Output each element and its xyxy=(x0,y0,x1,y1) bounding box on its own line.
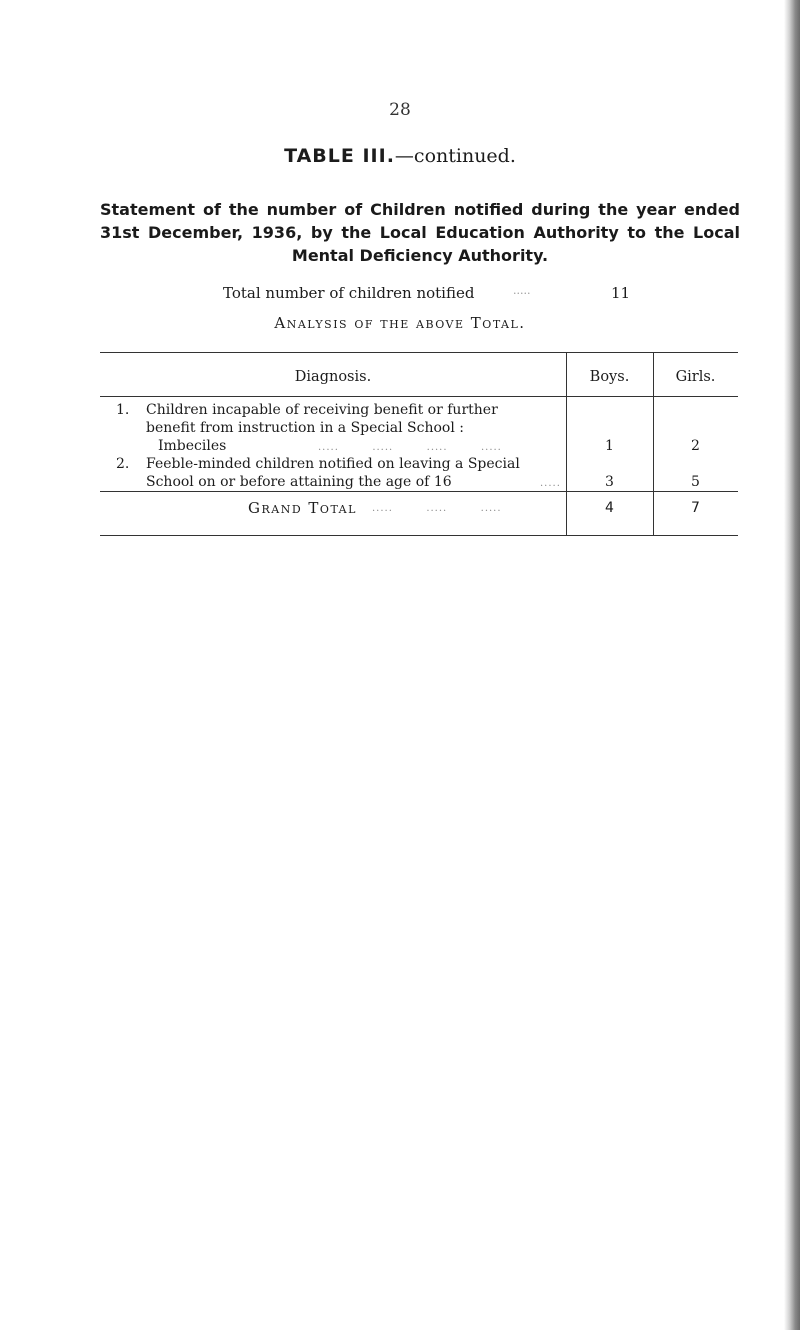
grand-total-girls: 7 xyxy=(691,500,700,516)
row-2-girls: 5 xyxy=(691,474,700,490)
row-1-boys: 1 xyxy=(605,438,614,454)
total-notified-label: Total number of children notified xyxy=(223,284,475,302)
page-edge-shadow xyxy=(784,0,800,1330)
header-divider xyxy=(100,396,738,397)
row-1-text-line-1: Children incapable of receiving benefit or further xyxy=(146,402,498,418)
leader-dots: ..... ..... ..... ..... xyxy=(318,442,502,453)
diagnosis-table xyxy=(100,352,738,536)
total-notified-row xyxy=(223,284,631,302)
leader-dots: ..... ..... ..... xyxy=(372,503,502,514)
row-2-number: 2. xyxy=(116,456,130,472)
total-divider xyxy=(100,491,738,492)
header-girls: Girls. xyxy=(675,369,716,385)
statement-paragraph xyxy=(100,198,740,267)
statement-line-2: 31st December, 1936, by the Local Education Authority to the Local xyxy=(100,223,740,242)
header-diagnosis: Diagnosis. xyxy=(294,369,372,385)
row-1-girls: 2 xyxy=(691,438,700,454)
header-boys: Boys. xyxy=(589,369,630,385)
table-title-continued: —continued. xyxy=(394,145,516,167)
analysis-heading: Analysis of the above Total. xyxy=(274,314,526,332)
leader-dots: ..... xyxy=(513,284,531,297)
row-1-text-line-3: Imbeciles xyxy=(158,438,227,454)
table-title xyxy=(0,145,800,167)
row-2-text-line-1: Feeble-minded children notified on leaving a Special xyxy=(146,456,520,472)
row-2-text-line-2: School on or before attaining the age of 16 xyxy=(146,474,452,490)
table-title-bold: TABLE III. xyxy=(284,145,395,167)
row-2-boys: 3 xyxy=(605,474,614,490)
row-1-text-line-2: benefit from instruction in a Special School : xyxy=(146,420,464,436)
grand-total-label: Grand Total xyxy=(248,499,357,517)
leader-dots: ..... xyxy=(540,478,561,489)
row-1-number: 1. xyxy=(116,402,130,418)
statement-line-3: Mental Deficiency Authority. xyxy=(291,246,549,265)
grand-total-boys: 4 xyxy=(605,500,614,516)
page-number: 28 xyxy=(389,100,411,120)
total-notified-value: 11 xyxy=(611,284,631,302)
statement-line-1: Statement of the number of Children notified during the year ended xyxy=(100,200,740,219)
